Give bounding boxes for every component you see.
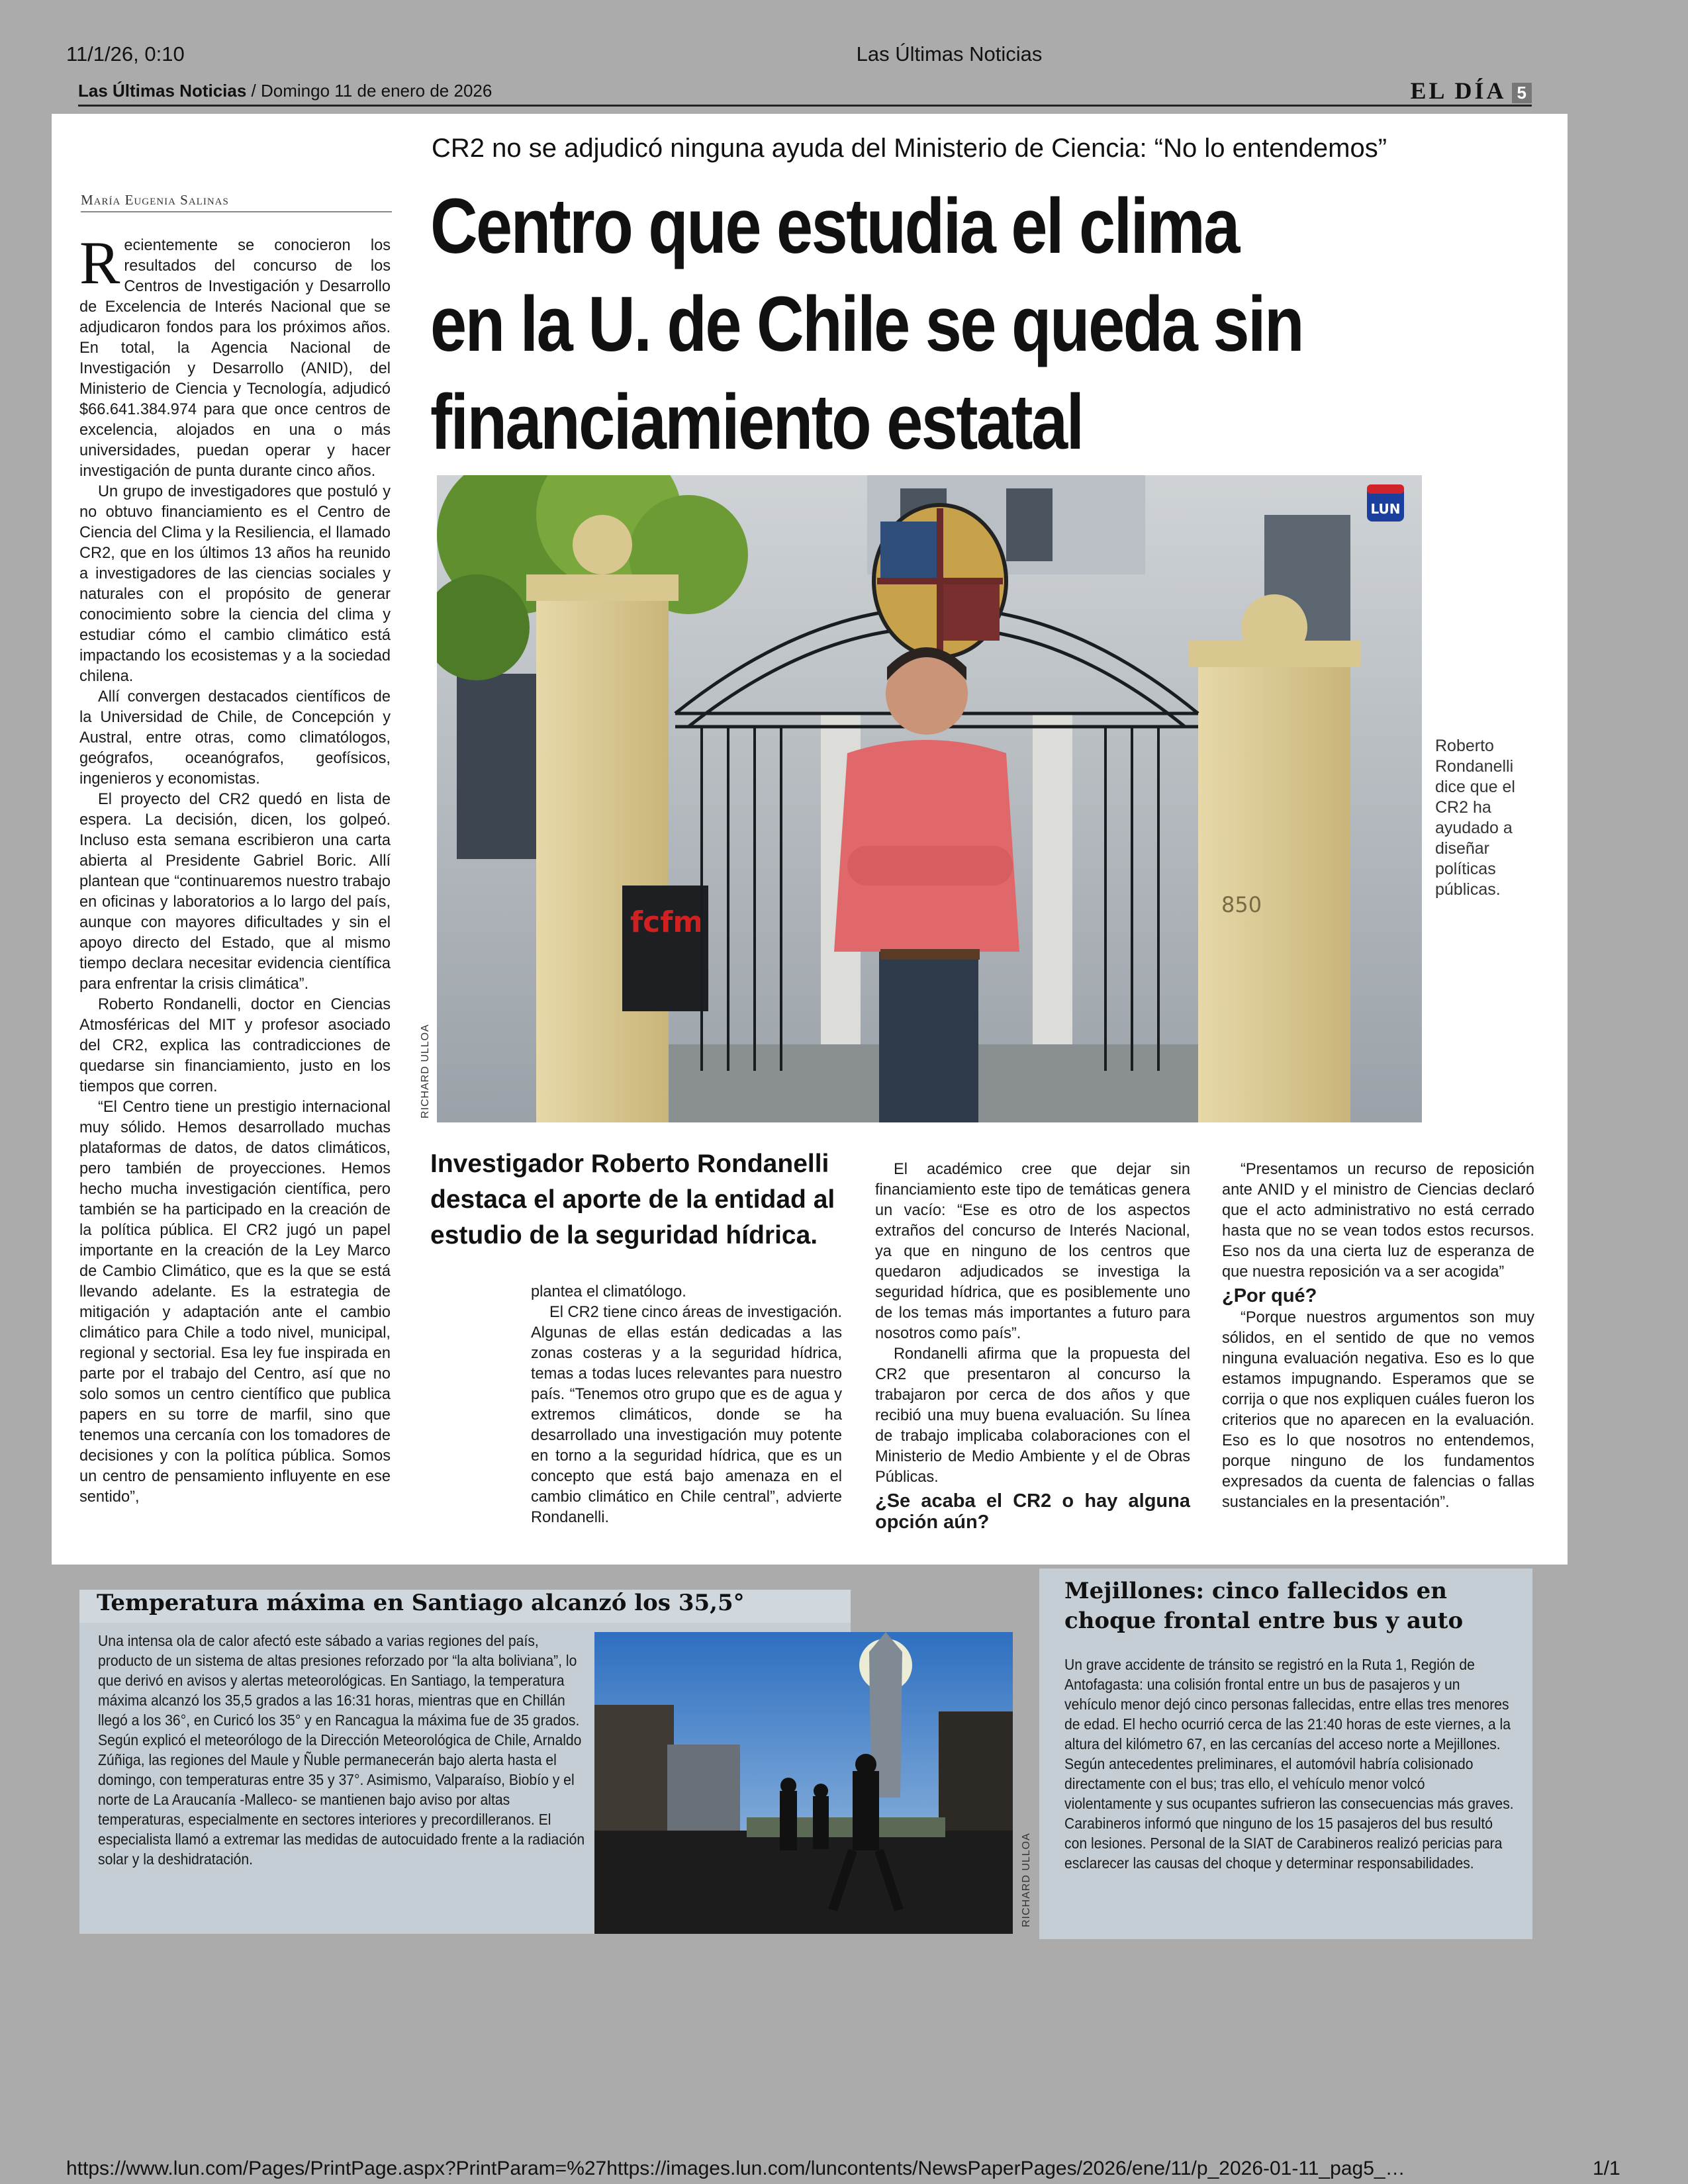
brief-heat-photo-credit: RICHARD ULLOA (1021, 1833, 1032, 1927)
brief-heat-box (79, 1590, 1032, 1934)
main-photo (437, 475, 1422, 1122)
col1-paragraph-6: “El Centro tiene un prestigio internacional muy sólido. Hemos desarrollado muchas plataformas de datos, de datos climáticos, pero también de proyecciones. Hemos hecho mucha investigación científica, pero también se ha participado en la creación de la política pública. El CR2 jugó un papel importante en la creación de la Ley Marco de Cambio Climático, que es la que se está llevando adelante. Es la estrategia de mitigación y adaptación ante el cambio climático para Chile a todo nivel, municipal, regional y sectorial. Esa ley fue inspirada en parte por el trabajo del Centro, así que no solo somos un centro científico que publica papers en su torre de marfil, sino que tenemos una cercanía con los tomadores de decisiones y con la política pública. Somos un centro de pensamiento influyente en ese sentido”, (79, 1099, 391, 1506)
heat-photo-illustration (594, 1632, 1013, 1934)
photo-caption: Roberto Rondanelli dice que el CR2 ha ayudado a diseñar políticas públicas. (1435, 737, 1515, 899)
lun-logo (1367, 484, 1404, 522)
photo-credit: RICHARD ULLOA (420, 1024, 431, 1118)
section-label (1410, 77, 1532, 105)
paper-date: / Domingo 11 de enero de 2026 (251, 81, 492, 101)
article-column-2 (531, 1282, 842, 1528)
article-column-4 (1222, 1160, 1534, 1513)
article-column-1 (79, 229, 391, 1508)
col2-paragraph-2: El CR2 tiene cinco áreas de investigación. Algunas de ellas están dedicadas a las zonas costeras y a la seguridad hídrica, temas a todas luces relevantes para nuestro país. “Tenemos otro grupo que es de agua y extremos climáticos, donde se ha desarrollado una investigación muy potente en torno a la seguridad hídrica, que es un concepto que está bajo amenaza en el cambio climático en Chile central”, advierte Rondanelli. (531, 1304, 842, 1526)
brief-crash-title: Mejillones: cinco fallecidos en choque frontal entre bus y auto (1064, 1578, 1464, 1634)
dropcap: R (79, 229, 120, 296)
col1-paragraph-4: El proyecto del CR2 quedó en lista de espera. La decisión, dicen, los golpeó. Incluso esta semana escribieron una carta abierta al Presidente Gabriel Boric. Allí plantean que “continuaremos nuestro trabajo en oficinas y laboratorios a lo largo del país, aunque con mayores dificultades y sin el apoyo directo del Estado, que al mismo tiempo declara necesitar evidencia científica para enfrentar la crisis climática”. (79, 791, 391, 993)
masthead-left (78, 81, 492, 101)
main-photo-illustration (437, 475, 1422, 1122)
brief-heat-title-bar (97, 1590, 845, 1623)
headline-line-3: financiamiento estatal (430, 379, 1083, 466)
col1-paragraph-2: Un grupo de investigadores que postuló y no obtuvo financiamiento es el Centro de Ciencia del Clima y la Resiliencia, el llamado CR2, que en los últimos 13 años ha reunido a investigadores de las ciencias sociales y naturales con el propósito de generar conocimiento sobre la ciencia del clima y estudiar cómo el cambio climático está impactando los ecosistemas y a la sociedad chilena. (79, 483, 391, 685)
article-column-3 (875, 1160, 1190, 1534)
col1-paragraph-1: ecientemente se conocieron los resultados del concurso de los Centros de Investigación y Desarrollo de Excelencia de Interés Nacional que se adjudicaron fondos para los próximos años. En total, la Agencia Nacional de Investigación y Desarrollo (ANID), del Ministerio de Ciencia y Tecnología, adjudicó $66.641.384.974 para que once centros de excelencia, alojados en una o más universidades, puedan operar y hacer investigación de punta durante cinco años. (79, 237, 391, 480)
print-page-count: 1/1 (1593, 2158, 1620, 2179)
brief-crash-box (1039, 1569, 1532, 1939)
photo-plaque-text: fcfm (630, 905, 704, 939)
lun-logo-text: LUN (1370, 501, 1401, 517)
col4-paragraph-2: “Porque nuestros argumentos son muy sólidos, en el sentido de que no vemos ninguna evaluación negativa. Eso es lo que estamos impugnando. Esperamos que se corrija o que nos expliquen cuáles fueron los criterios que no aparecen en la evaluación. Eso es lo que nosotros no entendemos, porque ninguno de los fundamentos expresados da cuenta de falencias o fallas sustanciales en la presentación”. (1222, 1309, 1534, 1511)
col3-paragraph-2: Rondanelli afirma que la propuesta del CR2 que presentaron al concurso la trabajaron por cerca de dos años y que recibió una muy buena evaluación. Su línea de trabajo implicaba colaboraciones con el Ministerio de Medio Ambiente y el de Obras Públicas. (875, 1345, 1190, 1486)
byline: María Eugenia Salinas (81, 192, 392, 212)
col3-subhead: ¿Se acaba el CR2 o hay alguna opción aún? (875, 1490, 1190, 1533)
col2-paragraph-1: plantea el climatólogo. (531, 1283, 686, 1300)
masthead (78, 77, 1532, 107)
brief-heat-photo (594, 1632, 1013, 1934)
col4-subhead: ¿Por qué? (1222, 1285, 1317, 1306)
headline (430, 177, 1542, 471)
col3-paragraph-1: El académico cree que dejar sin financiamiento este tipo de temáticas genera un vacío: “Ese es otro de los aspectos extraños del concurso de Interés Nacional, ya que en ninguno de los centros que quedaron adjudicados se investiga la seguridad hídrica, que es posiblemente uno de los temas más importantes a futuro para nosotros como país”. (875, 1161, 1190, 1342)
print-datetime: 11/1/26, 0:10 (66, 42, 185, 66)
headline-line-2: en la U. de Chile se queda sin (430, 281, 1303, 368)
print-url: https://www.lun.com/Pages/PrintPage.aspx?PrintParam=%27https://images.lun.com/luncontents/NewsPaperPages/2026/ene/11/p_2026-01-11_pag5_… (66, 2158, 1405, 2179)
brief-heat-text: Una intensa ola de calor afectó este sábado a varias regiones del país, producto de un sistema de altas presiones reforzado por “la alta boliviana”, lo que derivó en avisos y alertas meteorológicas. En Santiago, la temperatura máxima alcanzó los 35,5 grados a las 16:31 horas, mientras que en Chillán llegó a los 36°, en Curicó los 35° y en Rancagua la máxima fue de 35 grados. Según explicó el meteorólogo de la Dirección Meteorológica de Chile, Arnaldo Zúñiga, las regiones del Maule y Ñuble permanecerán bajo alerta hasta el domingo, con temperaturas entre 35 y 37°. Asimismo, Valparaíso, Biobío y el norte de La Araucanía -Malleco- se mantienen bajo aviso por altas temperaturas, especialmente en sectores interiores y precordilleranos. El especialista llamó a extremar las medidas de autocuidado frente a la radiación solar y la deshidratación. (98, 1632, 585, 1868)
brief-crash-text: Un grave accidente de tránsito se registró en la Ruta 1, Región de Antofagasta: una colisión frontal entre un bus de pasajeros y un vehículo menor dejó cinco personas fallecidas, entre ellas tres menores de edad. El hecho ocurrió cerca de las 21:40 horas de este viernes, a la altura del kilómetro 67, en las cercanías del acceso norte a Mejillones. Según antecedentes preliminares, el automóvil habría colisionado directamente con el bus; tras ello, el vehículo menor volcó violentamente y sus ocupantes sufrieron las consecuencias más graves. Carabineros informó que ninguno de los 15 pasajeros del bus resultó con lesiones. Personal de la SIAT de Carabineros realizó pericias para esclarecer las causas del choque y determinar responsabilidades. (1064, 1656, 1514, 1872)
print-site-title: Las Últimas Noticias (856, 42, 1043, 66)
kicker: CR2 no se adjudicó ninguna ayuda del Ministerio de Ciencia: “No lo entendemos” (432, 134, 1387, 163)
brief-heat-title: Temperatura máxima en Santiago alcanzó los 35,5° (97, 1590, 745, 1616)
photo-number-sign: 850 (1221, 892, 1262, 917)
section-name: EL DÍA (1410, 77, 1507, 104)
col1-paragraph-5: Roberto Rondanelli, doctor en Ciencias Atmosféricas del MIT y profesor asociado del CR2, explica las contradicciones de quedarse sin financiamiento, justo en los tiempos que corren. (79, 996, 391, 1095)
col4-paragraph-1: “Presentamos un recurso de reposición ante ANID y el ministro de Ciencias declaró que el acto administrativo no está cerrado hasta que no se vean todos estos recursos. Eso nos da una cierta luz de esperanza de que nuestra reposición va a ser acogida” (1222, 1161, 1534, 1281)
paper-name: Las Últimas Noticias (78, 81, 247, 101)
col1-paragraph-3: Allí convergen destacados científicos de la Universidad de Chile, de Concepción y Austral, entre otras, como climatólogos, geógrafos, oceanógrafos, geofísicos, ingenieros y economistas. (79, 688, 391, 788)
deck: Investigador Roberto Rondanelli destaca el aporte de la entidad al estudio de la seguridad hídrica. (430, 1150, 835, 1250)
page-number-badge: 5 (1512, 83, 1532, 103)
headline-line-1: Centro que estudia el clima (430, 183, 1239, 270)
